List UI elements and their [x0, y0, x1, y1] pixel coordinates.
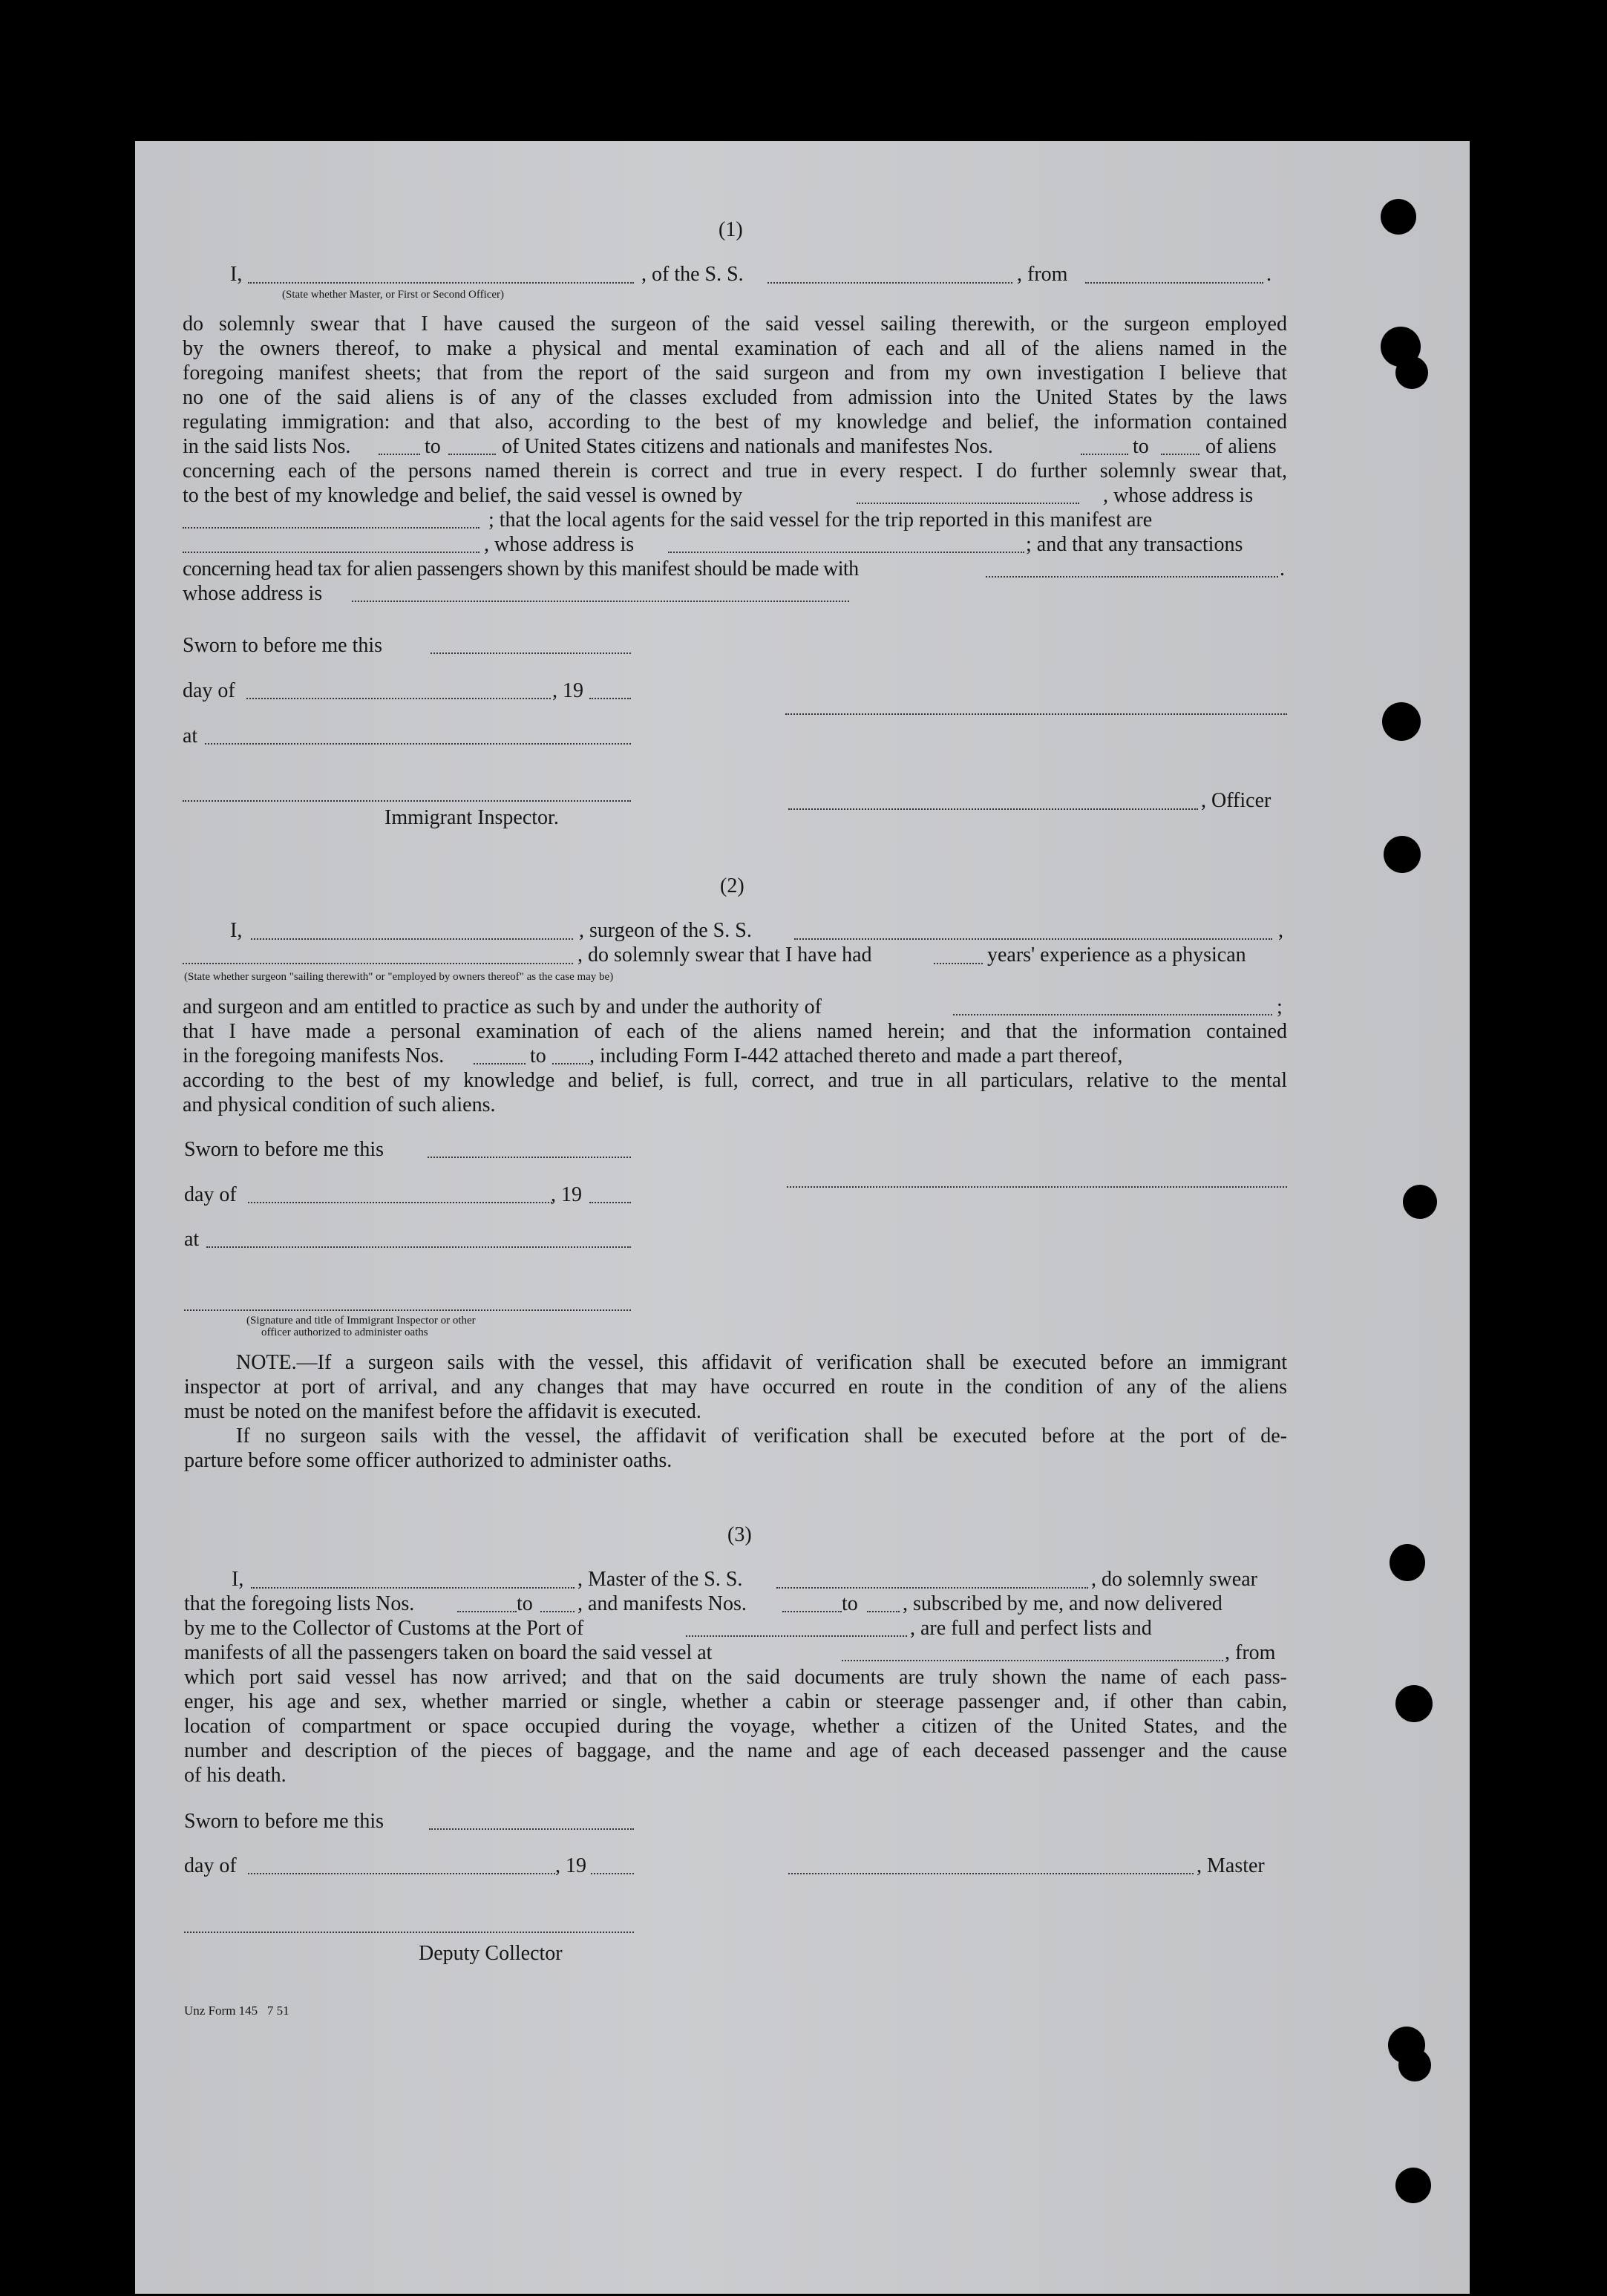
section-1-number: (1): [719, 218, 743, 241]
s3-body-line-1: which port said vessel has now arrived; and that on the said documents are truly shown the name of each pass-: [184, 1666, 1287, 1689]
manifest-affidavit-page: [135, 141, 1470, 2294]
s2-surgeon-sig-line[interactable]: [787, 1186, 1287, 1188]
s1-at-field[interactable]: [205, 743, 631, 745]
form-id: Unz Form 145 7 51: [184, 2004, 289, 2018]
s3-lists-e: , subscribed by me, and now delivered: [903, 1592, 1223, 1615]
s1-agents-line: ; that the local agents for the said vessel for the trip reported in this manifest are: [488, 508, 1153, 532]
s3-lists-to-field[interactable]: [540, 1611, 575, 1612]
note-p1-line-1: NOTE.—If a surgeon sails with the vessel, this affidavit of verification shall be executed before an immigrant: [236, 1351, 1287, 1374]
note-p2-line-2: parture before some officer authorized to administer oaths.: [184, 1449, 672, 1472]
s3-vessel-at-a: manifests of all the passengers taken on board the said vessel at: [184, 1641, 713, 1664]
s1-body-line-1: do solemnly swear that I have caused the surgeon of the said vessel sailing therewith, or the surgeon employed: [183, 313, 1287, 336]
s1-i-label: I,: [230, 263, 243, 286]
s1-officer-note: (State whether Master, or First or Second Officer): [282, 289, 505, 301]
s1-from-label: , from: [1017, 263, 1068, 286]
s3-lists-d: to: [842, 1592, 858, 1615]
s1-sworn-label: Sworn to before me this: [183, 634, 383, 657]
s1-year-field[interactable]: [589, 698, 631, 699]
s2-manifests-b: to: [530, 1044, 546, 1067]
s3-body-line-3: location of compartment or space occupied during the voyage, whether a citizen of the United States, and the: [184, 1715, 1287, 1738]
s2-body-line-1: that I have made a personal examination of each of the aliens named herein; and that the information contained: [183, 1020, 1287, 1043]
s3-lists-b: to: [517, 1592, 533, 1615]
s2-manifests-from-field[interactable]: [474, 1063, 526, 1064]
s2-manifests-c: , including Form I-442 attached thereto and made a part thereof,: [589, 1044, 1123, 1067]
s3-year-label: , 19: [555, 1854, 586, 1877]
s1-master-sig-line[interactable]: [785, 713, 1287, 715]
s1-body-line-2: by the owners thereof, to make a physical and mental examination of each and all of the aliens named in the: [183, 337, 1287, 360]
s2-at-field[interactable]: [206, 1246, 631, 1248]
s2-capacity-field[interactable]: [183, 963, 573, 964]
section-3-number: (3): [727, 1523, 752, 1546]
note-p1-line-3: must be noted on the manifest before the affidavit is executed.: [184, 1400, 701, 1423]
note-p1-line-2: inspector at port of arrival, and any changes that may have occurred en route in the condition of any of the aliens: [184, 1376, 1287, 1399]
s1-head-tax-field[interactable]: [986, 576, 1278, 578]
punch-hole-10: [1398, 2049, 1431, 2081]
s1-body-line-5: regulating immigration: and that also, according to the best of my knowledge and belief, the information contained: [183, 411, 1287, 434]
punch-hole-5: [1384, 836, 1421, 873]
punch-hole-3: [1395, 356, 1428, 389]
s1-of-ss-label: , of the S. S.: [641, 263, 744, 286]
s3-port-field[interactable]: [686, 1635, 907, 1637]
s2-body-line-3: and physical condition of such aliens.: [183, 1093, 496, 1116]
punch-hole-7: [1390, 1544, 1425, 1581]
s1-body-line-4: no one of the said aliens is of any of the classes excluded from admission into the United States by the laws: [183, 386, 1287, 409]
s1-day-of-label: day of: [183, 679, 235, 702]
s2-year-label: , 19: [551, 1183, 582, 1206]
s3-body-line-5: of his death.: [184, 1764, 287, 1787]
s1-officer-label: , Officer: [1201, 789, 1271, 812]
s3-master-label: , Master of the S. S.: [577, 1568, 743, 1591]
s2-manifests-a: in the foregoing manifests Nos.: [183, 1044, 445, 1067]
s3-master-name-field[interactable]: [251, 1587, 575, 1589]
s2-i-label: I,: [230, 919, 243, 942]
s2-authority-b: ;: [1277, 995, 1283, 1018]
s1-sworn-field[interactable]: [431, 653, 631, 654]
s3-day-field[interactable]: [248, 1873, 555, 1874]
punch-hole-8: [1395, 1685, 1433, 1722]
s3-lists-a: that the foregoing lists Nos.: [184, 1592, 415, 1615]
s1-manifests-from-field[interactable]: [1081, 454, 1128, 455]
s3-swear-label: , do solemnly swear: [1091, 1568, 1257, 1591]
s1-vessel-field[interactable]: [768, 282, 1012, 284]
s2-at-label: at: [184, 1228, 200, 1251]
s1-lists-c: of United States citizens and nationals and manifestes Nos.: [502, 435, 993, 458]
s3-port-a: by me to the Collector of Customs at the Port of: [184, 1617, 584, 1640]
s1-owner-field[interactable]: [857, 503, 1079, 504]
s3-manifests-from-field[interactable]: [782, 1611, 842, 1612]
s3-body-line-2: enger, his age and sex, whether married or single, whether a cabin or steerage passenger and, if other than cabin,: [184, 1690, 1287, 1713]
s1-inspector-sig-line[interactable]: [183, 800, 631, 802]
s2-year-field[interactable]: [589, 1202, 631, 1203]
s2-sworn-field[interactable]: [428, 1157, 631, 1158]
punch-hole-4: [1382, 702, 1421, 741]
s3-day-of-label: day of: [184, 1854, 237, 1877]
s2-years-field[interactable]: [934, 963, 983, 964]
s2-manifests-to-field[interactable]: [552, 1063, 589, 1064]
s3-sworn-field[interactable]: [429, 1828, 634, 1830]
s1-whose-address: whose address is: [183, 582, 323, 605]
s1-lists-d: to: [1133, 435, 1149, 458]
s1-body-line-3: foregoing manifest sheets; that from the report of the said surgeon and from my own investigation I believe that: [183, 362, 1287, 385]
s1-from-field[interactable]: [1085, 282, 1263, 284]
s1-owned-a: to the best of my knowledge and belief, the said vessel is owned by: [183, 484, 743, 507]
s2-swear-b: years' experience as a physican: [987, 943, 1246, 967]
section-2-number: (2): [720, 874, 744, 897]
s3-master-sig-line[interactable]: [788, 1873, 1194, 1874]
s2-capacity-note: (State whether surgeon "sailing therewith" or "employed by owners thereof" as the case may be): [184, 971, 614, 983]
s1-address-b: ; and that any transactions: [1026, 533, 1243, 556]
s3-sworn-label: Sworn to before me this: [184, 1810, 384, 1833]
s2-sig-note-2: officer authorized to administer oaths: [261, 1327, 428, 1338]
s1-concerning-line: concerning each of the persons named therein is correct and true in every respect. I do further solemnly swear that,: [183, 459, 1287, 483]
s3-port-b: , are full and perfect lists and: [910, 1617, 1152, 1640]
s3-deputy-sig-line[interactable]: [184, 1932, 634, 1933]
s3-vessel-at-field[interactable]: [842, 1660, 1223, 1661]
s2-sig-note-1: (Signature and title of Immigrant Inspector or other: [246, 1315, 476, 1327]
s3-deputy-label: Deputy Collector: [419, 1942, 563, 1965]
s2-surgeon-label: , surgeon of the S. S.: [579, 919, 752, 942]
s2-swear-a: , do solemnly swear that I have had: [577, 943, 872, 967]
s1-lists-to-field[interactable]: [448, 454, 496, 455]
s2-end-comma: ,: [1278, 919, 1283, 942]
s1-owner-address-field[interactable]: [183, 527, 480, 529]
note-p2-line-1: If no surgeon sails with the vessel, the affidavit of verification shall be executed before at the port of de-: [236, 1425, 1287, 1448]
s1-officer-sig-line[interactable]: [788, 808, 1198, 810]
s3-manifests-to-field[interactable]: [867, 1611, 900, 1612]
s1-whose-address-field[interactable]: [352, 601, 849, 602]
punch-hole-6: [1403, 1185, 1437, 1219]
s1-year-label: , 19: [552, 679, 583, 702]
s1-agents-field[interactable]: [183, 552, 480, 553]
s1-address-a: , whose address is: [484, 533, 635, 556]
s1-head-tax-a: concerning head tax for alien passengers shown by this manifest should be made with: [183, 557, 859, 580]
s3-lists-c: , and manifests Nos.: [577, 1592, 747, 1615]
s1-officer-name-field[interactable]: [248, 282, 634, 284]
s2-inspector-sig-line[interactable]: [184, 1309, 631, 1311]
s2-surgeon-name-field[interactable]: [251, 938, 573, 940]
s2-sworn-label: Sworn to before me this: [184, 1138, 384, 1161]
s1-inspector-label: Immigrant Inspector.: [384, 806, 559, 829]
s3-vessel-at-b: , from: [1225, 1641, 1276, 1664]
s1-end-period: .: [1266, 263, 1271, 286]
s2-day-of-label: day of: [184, 1183, 237, 1206]
s3-i-label: I,: [232, 1568, 244, 1591]
s3-master-label-sig: , Master: [1197, 1854, 1265, 1877]
s2-authority-field[interactable]: [953, 1014, 1272, 1015]
s2-body-line-2: according to the best of my knowledge and belief, is full, correct, and true in all particulars, relative to the mental: [183, 1069, 1287, 1092]
punch-hole-1: [1381, 199, 1416, 235]
s3-vessel-field[interactable]: [776, 1587, 1088, 1589]
s3-body-line-4: number and description of the pieces of baggage, and the name and age of each deceased passenger and the cause: [184, 1739, 1287, 1762]
s1-lists-a: in the said lists Nos.: [183, 435, 351, 458]
s1-lists-e: of aliens: [1205, 435, 1277, 458]
s3-lists-from-field[interactable]: [457, 1611, 517, 1612]
s1-day-field[interactable]: [246, 698, 551, 699]
s1-agents-address-field[interactable]: [668, 552, 1024, 553]
s1-lists-b: to: [425, 435, 441, 458]
s1-owned-b: , whose address is: [1103, 484, 1254, 507]
s1-manifests-to-field[interactable]: [1161, 454, 1199, 455]
s1-lists-from-field[interactable]: [379, 454, 420, 455]
s2-authority-a: and surgeon and am entitled to practice as such by and under the authority of: [183, 995, 822, 1018]
s1-at-label: at: [183, 725, 198, 748]
s3-year-field[interactable]: [591, 1873, 634, 1874]
punch-hole-11: [1395, 2168, 1431, 2203]
s1-head-tax-b: .: [1280, 557, 1285, 580]
s2-day-field[interactable]: [248, 1202, 552, 1203]
s2-vessel-field[interactable]: [794, 938, 1272, 940]
